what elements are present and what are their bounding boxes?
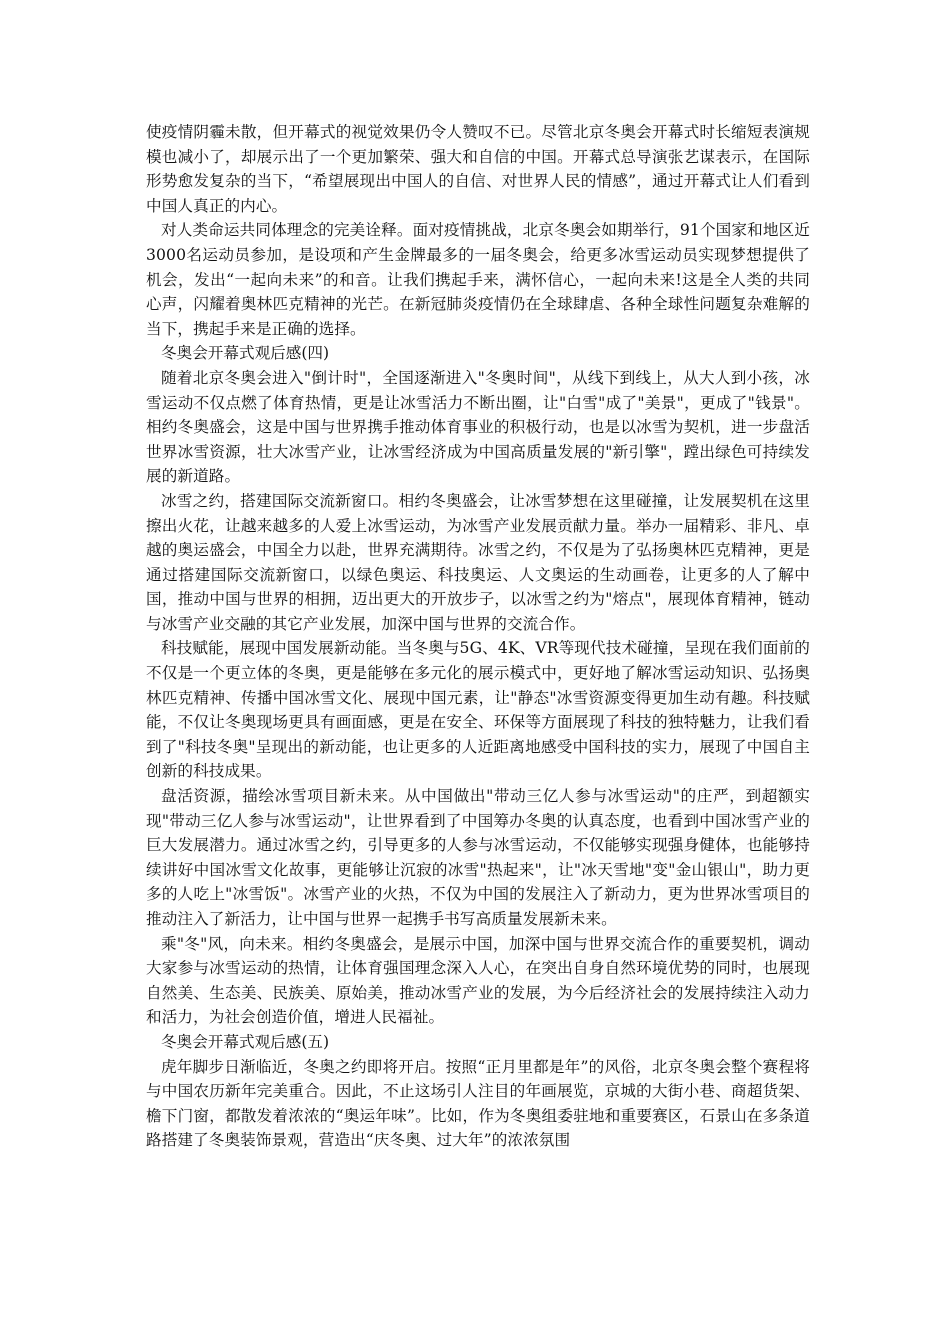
paragraph-5: 科技赋能，展现中国发展新动能。当冬奥与5G、4K、VR等现代技术碰撞，呈现在我们面前的不仅是一个更立体的冬奥，更是能够在多元化的展示模式中，更好地了解冰雪运动知识、弘扬奥林匹克精神、传播中国冰雪文化、展现中国元素，让"静态"冰雪资源变得更加生动有趣。科技赋能，不仅让冬奥现场更具有画面感，更是在安全、环保等方面展现了科技的独特魅力，让我们看到了"科技冬奥"呈现出的新动能，也让更多的人近距离地感受中国科技的实力，展现了中国自主创新的科技成果。 xyxy=(146,639,810,781)
document-page xyxy=(146,120,810,1153)
paragraph-6: 盘活资源，描绘冰雪项目新未来。从中国做出"带动三亿人参与冰雪运动"的庄严，到超额实现"带动三亿人参与冰雪运动"，让世界看到了中国筹办冬奥的认真态度，也看到中国冰雪产业的巨大发展潜力。通过冰雪之约，引导更多的人参与冰雪运动，不仅能够实现强身健体，也能够持续讲好中国冰雪文化故事，更能够让沉寂的冰雪"热起来"，让"冰天雪地"变"金山银山"，助力更多的人吃上"冰雪饭"。冰雪产业的火热，不仅为中国的发展注入了新动力，更为世界冰雪项目的推动注入了新活力，让中国与世界一起携手书写高质量发展新未来。 xyxy=(146,787,810,928)
section-heading-4: 冬奥会开幕式观后感(四) xyxy=(161,344,330,363)
paragraph-3: 随着北京冬奥会进入"倒计时"，全国逐渐进入"冬奥时间"，从线下到线上，从大人到小孩，冰雪运动不仅点燃了体育热情，更是让冰雪活力不断出圈，让"白雪"成了"美景"，更成了"钱景"。相约冬奥盛会，这是中国与世界携手推动体育事业的积极行动，也是以冰雪为契机，进一步盘活世界冰雪资源，壮大冰雪产业，让冰雪经济成为中国高质量发展的"新引擎"，蹚出绿色可持续发展的新道路。 xyxy=(146,368,810,486)
section-heading-5: 冬奥会开幕式观后感(五) xyxy=(161,1032,330,1051)
paragraph-8: 虎年脚步日渐临近，冬奥之约即将开启。按照“正月里都是年”的风俗，北京冬奥会整个赛程将与中国农历新年完美重合。因此，不止这场引人注目的年画展览，京城的大街小巷、商超货架、檐下门窗，都散发着浓浓的“奥运年味”。比如，作为冬奥组委驻地和重要赛区，石景山在多条道路搭建了冬奥装饰景观，营造出“庆冬奥、过大年”的浓浓氛围 xyxy=(146,1057,810,1150)
paragraph-1: 使疫情阴霾未散，但开幕式的视觉效果仍令人赞叹不已。尽管北京冬奥会开幕式时长缩短表演规模也减小了，却展示出了一个更加繁荣、强大和自信的中国。开幕式总导演张艺谋表示，在国际形势愈发复杂的当下，“希望展现出中国人的自信、对世界人民的情感”，通过开幕式让人们看到中国人真正的内心。 xyxy=(146,123,810,215)
paragraph-7: 乘"冬"风，向未来。相约冬奥盛会，是展示中国，加深中国与世界交流合作的重要契机，调动大家参与冰雪运动的热情，让体育强国理念深入人心，在突出自身自然环境优势的同时，也展现自然美、生态美、民族美、原始美，推动冰雪产业的发展，为今后经济社会的发展持续注入动力和活力，为社会创造价值，增进人民福祉。 xyxy=(146,934,810,1027)
paragraph-2: 对人类命运共同体理念的完美诠释。面对疫情挑战，北京冬奥会如期举行，91个国家和地区近3000名运动员参加，是设项和产生金牌最多的一届冬奥会，给更多冰雪运动员实现梦想提供了机会，发出“一起向未来”的和音。让我们携起手来，满怀信心，一起向未来!这是全人类的共同心声，闪耀着奥林匹克精神的光芒。在新冠肺炎疫情仍在全球肆虐、各种全球性问题复杂难解的当下，携起手来是正确的选择。 xyxy=(146,221,810,338)
paragraph-4: 冰雪之约，搭建国际交流新窗口。相约冬奥盛会，让冰雪梦想在这里碰撞，让发展契机在这里擦出火花，让越来越多的人爱上冰雪运动，为冰雪产业发展贡献力量。举办一届精彩、非凡、卓越的奥运盛会，中国全力以赴，世界充满期待。冰雪之约，不仅是为了弘扬奥林匹克精神，更是通过搭建国际交流新窗口，以绿色奥运、科技奥运、人文奥运的生动画卷，让更多的人了解中国，推动中国与世界的相拥，迈出更大的开放步子，以冰雪之约为"熔点"，展现体育精神，链动与冰雪产业交融的其它产业发展，加深中国与世界的交流合作。 xyxy=(146,491,810,633)
